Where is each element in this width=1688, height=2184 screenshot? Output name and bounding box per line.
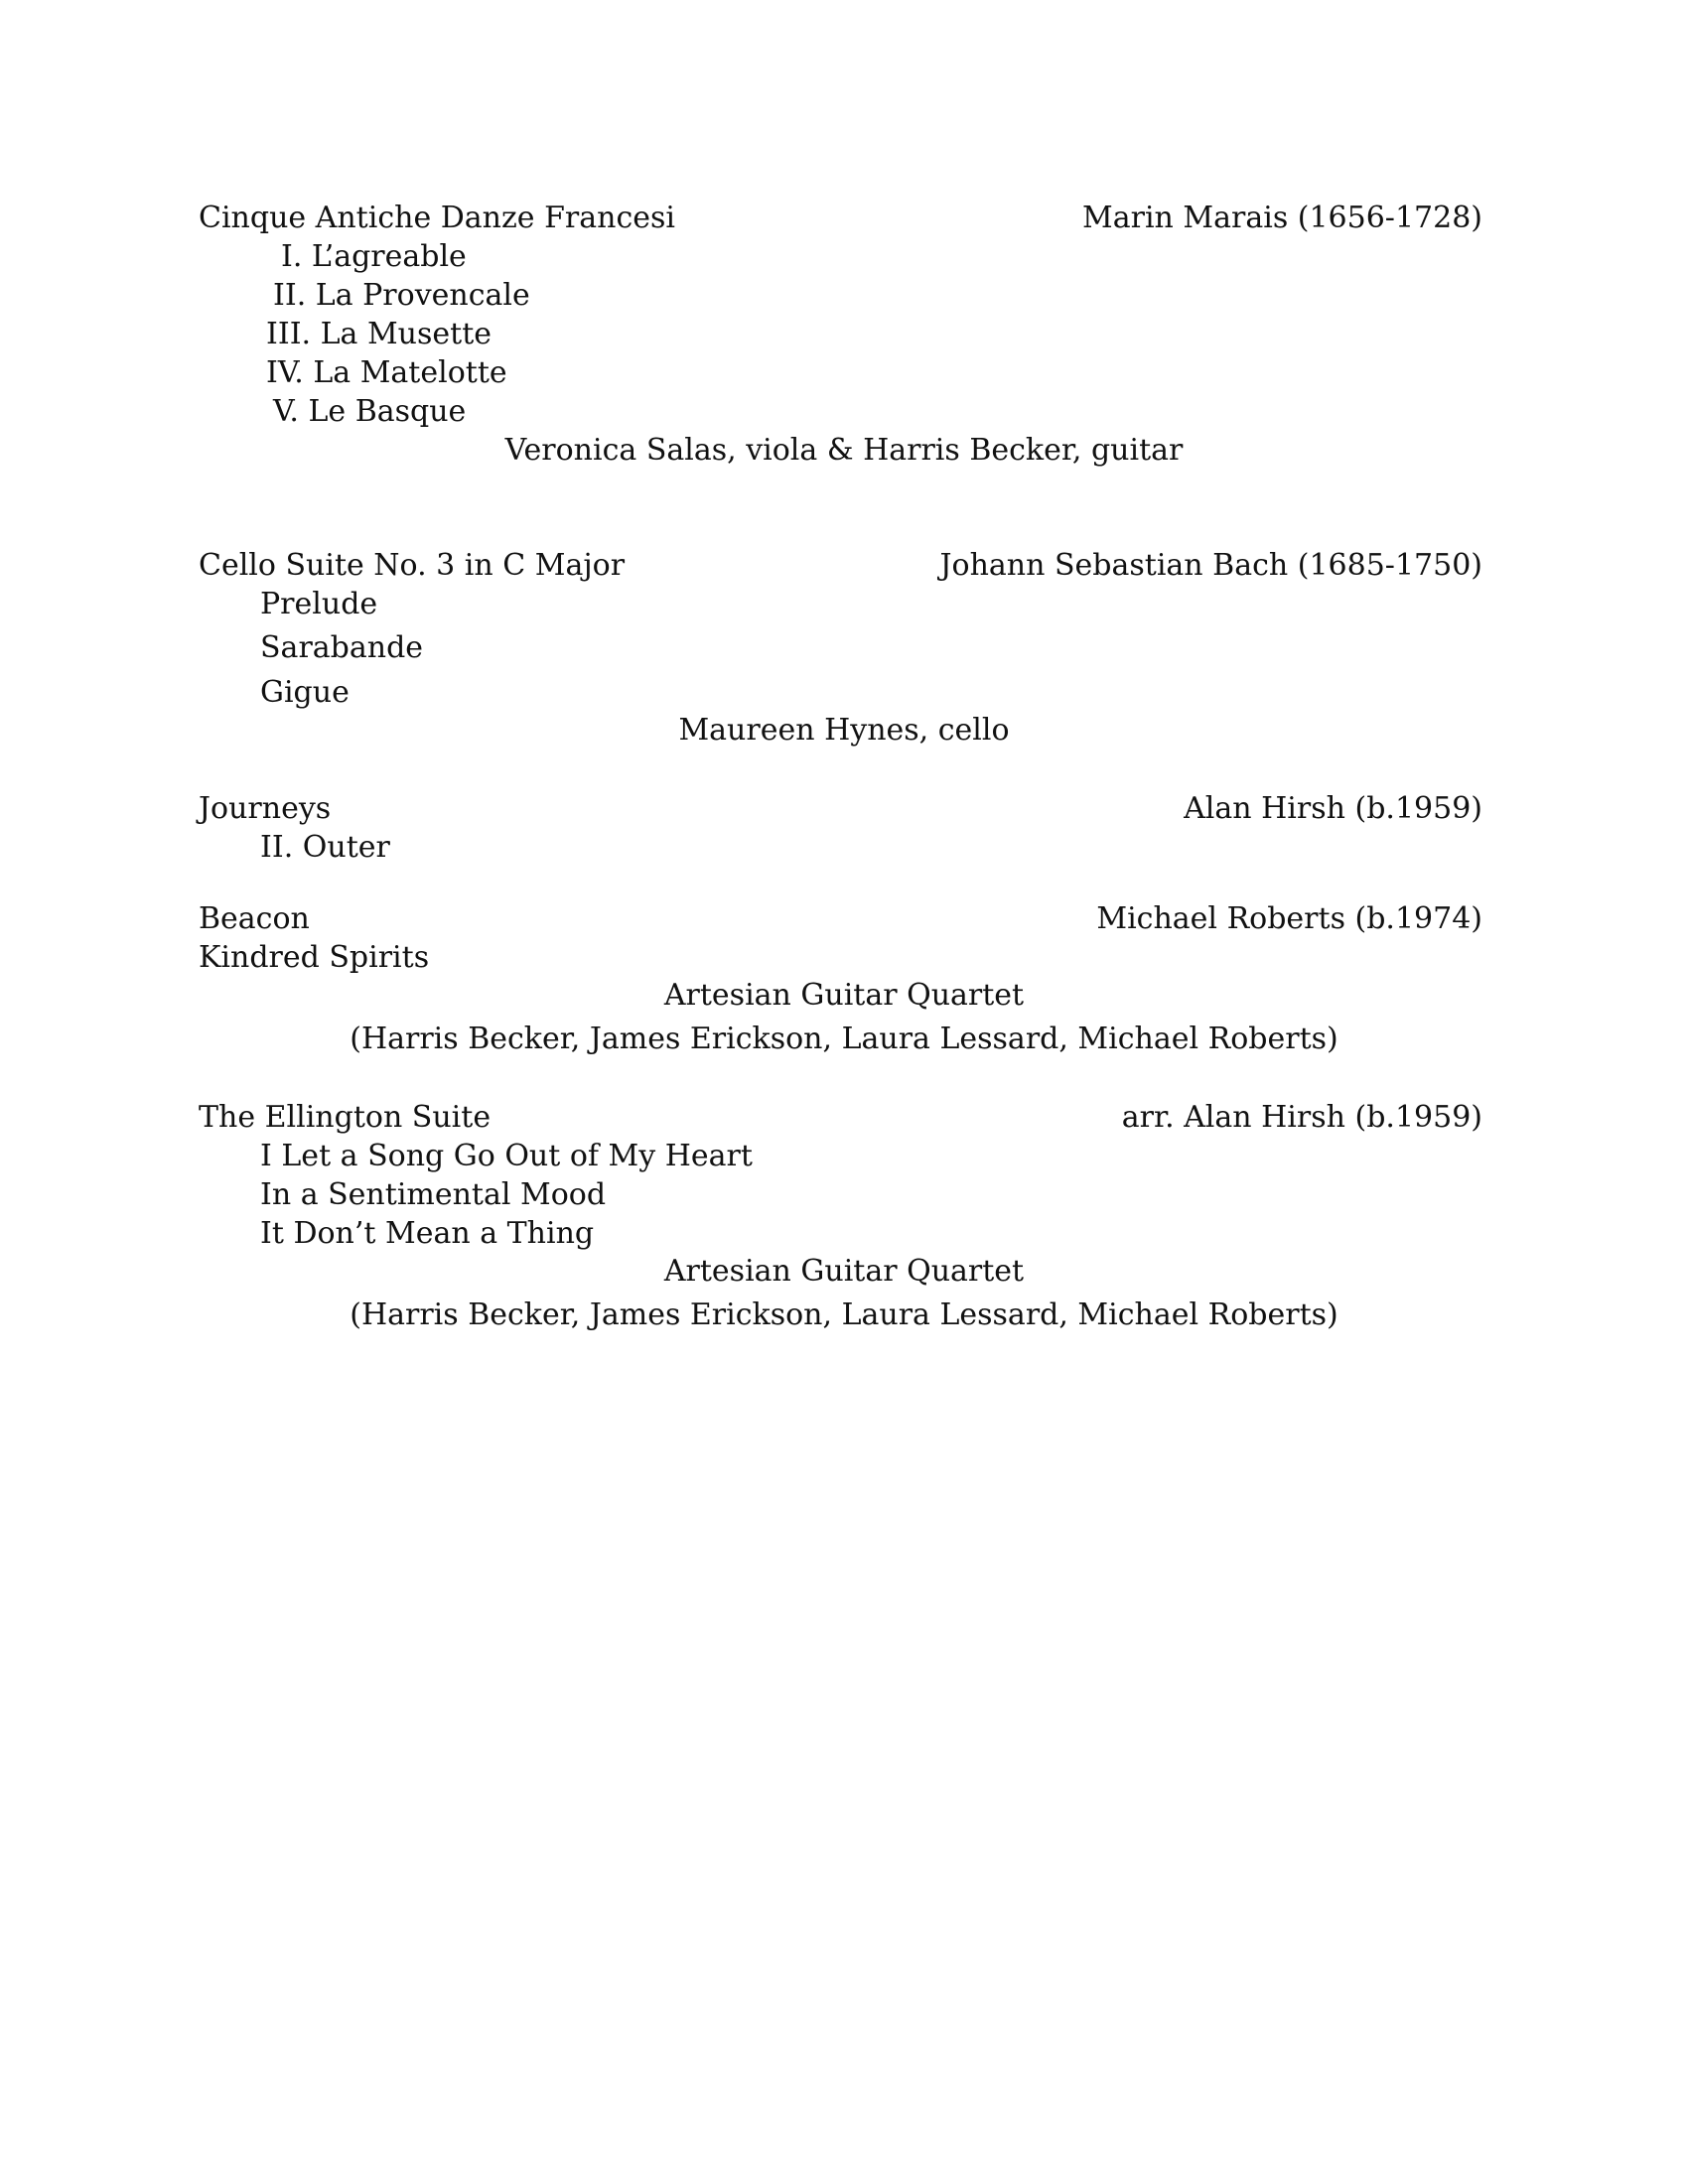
- performers: Veronica Salas, viola & Harris Becker, guitar: [504, 433, 1184, 468]
- piece-title: Journeys: [199, 791, 332, 826]
- performers: Artesian Guitar Quartet: [663, 978, 1025, 1013]
- piece-title: The Ellington Suite: [199, 1100, 492, 1135]
- performers: Maureen Hynes, cello: [678, 713, 1010, 748]
- piece-composer: Alan Hirsh (b.1959): [1184, 791, 1482, 826]
- movement: Sarabande: [260, 630, 424, 665]
- movement: II. La Provencale: [273, 278, 530, 313]
- performers-members: (Harris Becker, James Erickson, Laura Lessard, Michael Roberts): [350, 1022, 1338, 1056]
- movement: I Let a Song Go Out of My Heart: [260, 1139, 753, 1173]
- movement: In a Sentimental Mood: [260, 1177, 607, 1212]
- piece-composer: Johann Sebastian Bach (1685-1750): [939, 548, 1482, 583]
- piece-title: Beacon: [199, 901, 310, 936]
- performers-members: (Harris Becker, James Erickson, Laura Lessard, Michael Roberts): [350, 1297, 1338, 1332]
- piece-composer: Marin Marais (1656-1728): [1082, 201, 1482, 235]
- movement: III. La Musette: [266, 317, 492, 351]
- performers: Artesian Guitar Quartet: [663, 1254, 1025, 1289]
- movement: It Don’t Mean a Thing: [260, 1216, 595, 1251]
- piece-title: Cello Suite No. 3 in C Major: [199, 548, 626, 583]
- piece-title: Kindred Spirits: [199, 940, 430, 975]
- movement: II. Outer: [260, 830, 390, 865]
- movement: I. L’agreable: [281, 239, 467, 274]
- movement: IV. La Matelotte: [266, 355, 507, 390]
- piece-title: Cinque Antiche Danze Francesi: [199, 201, 675, 235]
- movement: V. Le Basque: [273, 394, 467, 429]
- piece-composer: arr. Alan Hirsh (b.1959): [1121, 1100, 1482, 1135]
- movement: Prelude: [260, 587, 378, 621]
- movement: Gigue: [260, 675, 350, 710]
- piece-composer: Michael Roberts (b.1974): [1096, 901, 1482, 936]
